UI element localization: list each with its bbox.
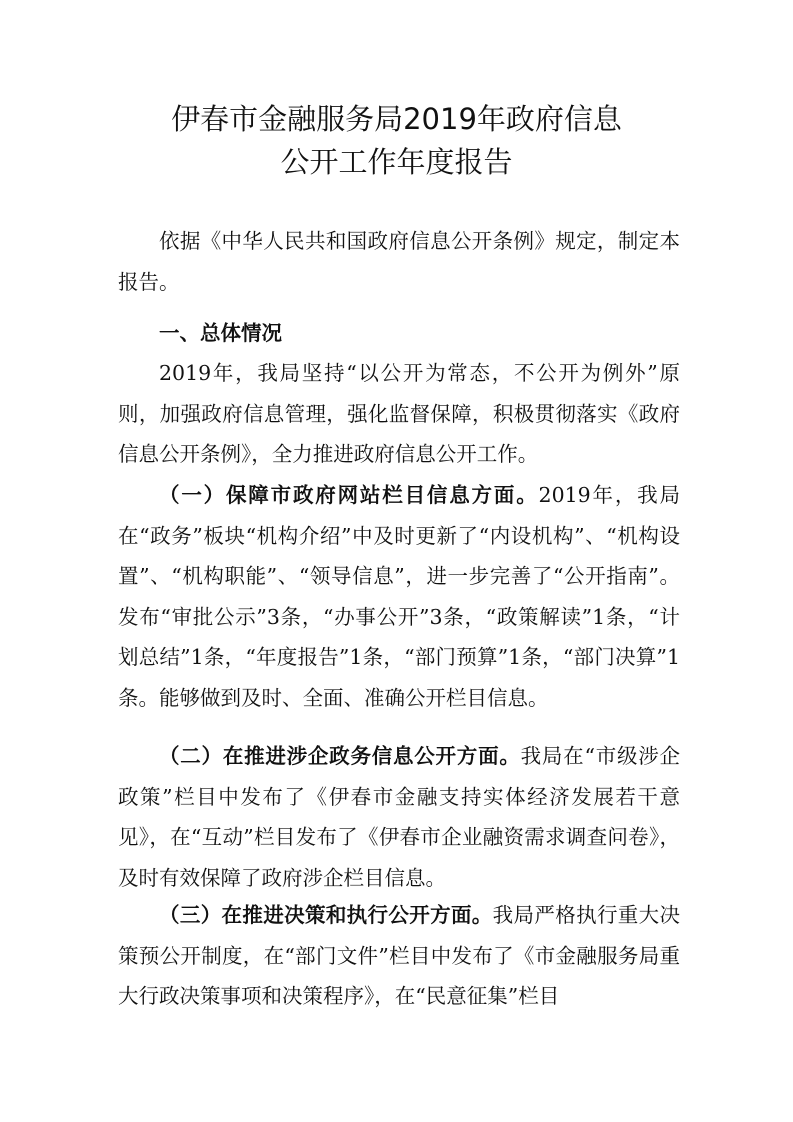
- item-1-lead: （一）保障市政府网站栏目信息方面。: [159, 483, 539, 507]
- document-title-line-2: 公开工作年度报告: [280, 145, 513, 179]
- item-1-paragraph: [118, 475, 680, 718]
- item-3-lead: （三）在推进决策和执行公开方面。: [159, 903, 493, 927]
- item-2-lead: （二）在推进涉企政务信息公开方面。: [159, 744, 521, 768]
- overview-paragraph: 2019年，我局坚持“以公开为常态，不公开为例外”原则，加强政府信息管理，强化监督保障，积极贯彻落实《政府信息公开条例》，全力推进政府信息公开工作。: [118, 361, 680, 466]
- item-2-paragraph: [118, 736, 680, 898]
- item-1-text: 2019年，我局在“政务”板块“机构介绍”中及时更新了“内设机构”、“机构设置”、“机构职能”、“领导信息”，进一步完善了“公开指南”。发布“审批公示”3条，“办事公开”3条，“政策解读”1条，“计划总结”1条，“年度报告”1条，“部门预算”1条，“部门决算”1条。能够做到及时、全面、准确公开栏目信息。: [118, 483, 681, 710]
- item-3-paragraph: [118, 895, 680, 1017]
- item-3-text: 我局严格执行重大决策预公开制度，在“部门文件”栏目中发布了《市金融服务局重大行政决策事项和决策程序》，在“民意征集”栏目: [118, 903, 681, 1008]
- item-2-text: 我局在“市级涉企政策”栏目中发布了《伊春市金融支持实体经济发展若干意见》，在“互动”栏目发布了《伊春市企业融资需求调查问卷》，及时有效保障了政府涉企栏目信息。: [118, 744, 681, 890]
- document-title-line-1: 伊春市金融服务局2019年政府信息: [171, 102, 622, 136]
- section-heading-overview: 一、总体情况: [159, 321, 282, 345]
- intro-paragraph: 依据《中华人民共和国政府信息公开条例》规定，制定本报告。: [118, 229, 680, 294]
